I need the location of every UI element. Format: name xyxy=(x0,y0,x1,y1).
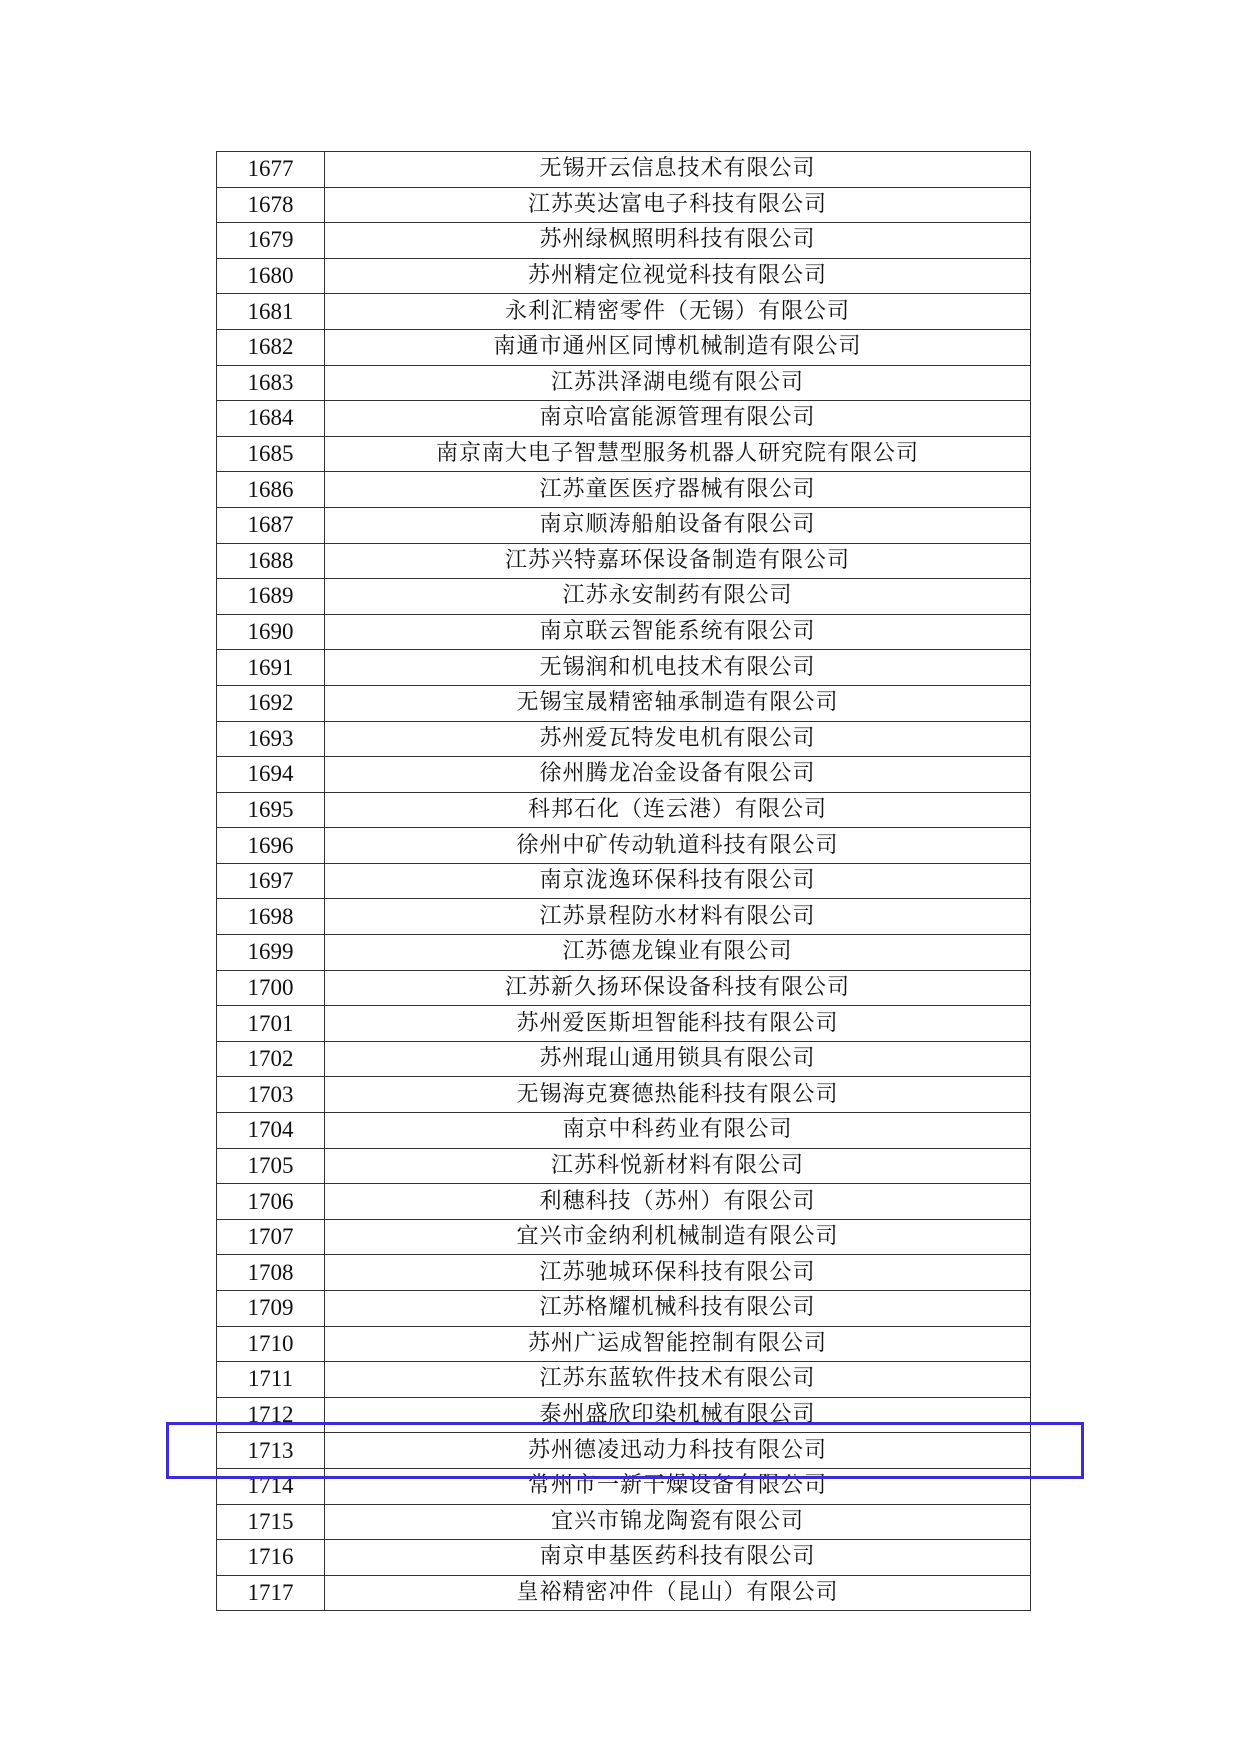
company-name-cell: 徐州中矿传动轨道科技有限公司 xyxy=(325,828,1031,864)
company-name-cell: 无锡开云信息技术有限公司 xyxy=(325,152,1031,188)
company-name-cell: 苏州琨山通用锁具有限公司 xyxy=(325,1041,1031,1077)
row-number-cell: 1710 xyxy=(217,1326,325,1362)
company-name-cell: 江苏景程防水材料有限公司 xyxy=(325,899,1031,935)
table-row xyxy=(217,507,1031,543)
table-row xyxy=(217,1077,1031,1113)
row-number-cell: 1684 xyxy=(217,401,325,437)
table-row xyxy=(217,1433,1031,1469)
table-row xyxy=(217,1219,1031,1255)
company-name-cell: 江苏东蓝软件技术有限公司 xyxy=(325,1362,1031,1398)
table-row xyxy=(217,1006,1031,1042)
company-name-cell: 苏州爱瓦特发电机有限公司 xyxy=(325,721,1031,757)
company-name-cell: 江苏科悦新材料有限公司 xyxy=(325,1148,1031,1184)
table-row xyxy=(217,1504,1031,1540)
table-row xyxy=(217,685,1031,721)
row-number-cell: 1706 xyxy=(217,1184,325,1220)
table-row xyxy=(217,1575,1031,1611)
company-name-cell: 无锡润和机电技术有限公司 xyxy=(325,650,1031,686)
company-name-cell: 江苏洪泽湖电缆有限公司 xyxy=(325,365,1031,401)
company-name-cell: 科邦石化（连云港）有限公司 xyxy=(325,792,1031,828)
row-number-cell: 1700 xyxy=(217,970,325,1006)
row-number-cell: 1701 xyxy=(217,1006,325,1042)
row-number-cell: 1711 xyxy=(217,1362,325,1398)
table-row xyxy=(217,1540,1031,1576)
company-name-cell: 江苏英达富电子科技有限公司 xyxy=(325,187,1031,223)
company-name-cell: 南京中科药业有限公司 xyxy=(325,1113,1031,1149)
table-row xyxy=(217,1468,1031,1504)
table-row xyxy=(217,1362,1031,1398)
company-name-cell: 苏州广运成智能控制有限公司 xyxy=(325,1326,1031,1362)
company-name-cell: 苏州爱医斯坦智能科技有限公司 xyxy=(325,1006,1031,1042)
row-number-cell: 1703 xyxy=(217,1077,325,1113)
table-body xyxy=(217,152,1031,1611)
table-row xyxy=(217,757,1031,793)
row-number-cell: 1715 xyxy=(217,1504,325,1540)
company-name-cell: 苏州德凌迅动力科技有限公司 xyxy=(325,1433,1031,1469)
row-number-cell: 1695 xyxy=(217,792,325,828)
company-name-cell: 江苏格耀机械科技有限公司 xyxy=(325,1291,1031,1327)
row-number-cell: 1692 xyxy=(217,685,325,721)
company-name-cell: 宜兴市锦龙陶瓷有限公司 xyxy=(325,1504,1031,1540)
table-row xyxy=(217,863,1031,899)
table-row xyxy=(217,258,1031,294)
table-row xyxy=(217,152,1031,188)
table-row xyxy=(217,1113,1031,1149)
company-name-cell: 泰州盛欣印染机械有限公司 xyxy=(325,1397,1031,1433)
row-number-cell: 1689 xyxy=(217,579,325,615)
row-number-cell: 1704 xyxy=(217,1113,325,1149)
company-name-cell: 无锡海克赛德热能科技有限公司 xyxy=(325,1077,1031,1113)
row-number-cell: 1683 xyxy=(217,365,325,401)
table-row xyxy=(217,472,1031,508)
row-number-cell: 1691 xyxy=(217,650,325,686)
table-row xyxy=(217,1184,1031,1220)
table-row xyxy=(217,828,1031,864)
table-row xyxy=(217,1041,1031,1077)
row-number-cell: 1687 xyxy=(217,507,325,543)
row-number-cell: 1702 xyxy=(217,1041,325,1077)
row-number-cell: 1709 xyxy=(217,1291,325,1327)
company-name-cell: 江苏新久扬环保设备科技有限公司 xyxy=(325,970,1031,1006)
company-name-cell: 南京联云智能系统有限公司 xyxy=(325,614,1031,650)
row-number-cell: 1717 xyxy=(217,1575,325,1611)
row-number-cell: 1677 xyxy=(217,152,325,188)
row-number-cell: 1713 xyxy=(217,1433,325,1469)
company-name-cell: 无锡宝晟精密轴承制造有限公司 xyxy=(325,685,1031,721)
company-name-cell: 徐州腾龙冶金设备有限公司 xyxy=(325,757,1031,793)
row-number-cell: 1705 xyxy=(217,1148,325,1184)
company-name-cell: 宜兴市金纳利机械制造有限公司 xyxy=(325,1219,1031,1255)
row-number-cell: 1697 xyxy=(217,863,325,899)
table-row xyxy=(217,650,1031,686)
row-number-cell: 1682 xyxy=(217,329,325,365)
company-name-cell: 南通市通州区同博机械制造有限公司 xyxy=(325,329,1031,365)
row-number-cell: 1678 xyxy=(217,187,325,223)
table-row xyxy=(217,401,1031,437)
table-row xyxy=(217,970,1031,1006)
company-name-cell: 南京申基医药科技有限公司 xyxy=(325,1540,1031,1576)
company-list-table xyxy=(216,151,1031,1611)
row-number-cell: 1712 xyxy=(217,1397,325,1433)
row-number-cell: 1686 xyxy=(217,472,325,508)
company-name-cell: 永利汇精密零件（无锡）有限公司 xyxy=(325,294,1031,330)
table-row xyxy=(217,1291,1031,1327)
row-number-cell: 1716 xyxy=(217,1540,325,1576)
row-number-cell: 1694 xyxy=(217,757,325,793)
table-row xyxy=(217,223,1031,259)
table-row xyxy=(217,1255,1031,1291)
table-row xyxy=(217,543,1031,579)
row-number-cell: 1708 xyxy=(217,1255,325,1291)
row-number-cell: 1679 xyxy=(217,223,325,259)
row-number-cell: 1714 xyxy=(217,1468,325,1504)
table-row xyxy=(217,1326,1031,1362)
company-name-cell: 江苏驰城环保科技有限公司 xyxy=(325,1255,1031,1291)
company-name-cell: 南京南大电子智慧型服务机器人研究院有限公司 xyxy=(325,436,1031,472)
row-number-cell: 1696 xyxy=(217,828,325,864)
row-number-cell: 1680 xyxy=(217,258,325,294)
row-number-cell: 1690 xyxy=(217,614,325,650)
table-row xyxy=(217,1397,1031,1433)
row-number-cell: 1685 xyxy=(217,436,325,472)
table-row xyxy=(217,187,1031,223)
company-name-cell: 南京泷逸环保科技有限公司 xyxy=(325,863,1031,899)
row-number-cell: 1698 xyxy=(217,899,325,935)
row-number-cell: 1707 xyxy=(217,1219,325,1255)
table-row xyxy=(217,294,1031,330)
table-row xyxy=(217,935,1031,971)
table-row xyxy=(217,365,1031,401)
table-row xyxy=(217,792,1031,828)
company-name-cell: 南京哈富能源管理有限公司 xyxy=(325,401,1031,437)
company-name-cell: 江苏德龙镍业有限公司 xyxy=(325,935,1031,971)
table-row xyxy=(217,329,1031,365)
table-row xyxy=(217,579,1031,615)
row-number-cell: 1681 xyxy=(217,294,325,330)
company-name-cell: 南京顺涛船舶设备有限公司 xyxy=(325,507,1031,543)
company-name-cell: 江苏童医医疗器械有限公司 xyxy=(325,472,1031,508)
company-name-cell: 江苏永安制药有限公司 xyxy=(325,579,1031,615)
table-row xyxy=(217,1148,1031,1184)
table-row xyxy=(217,614,1031,650)
company-name-cell: 皇裕精密冲件（昆山）有限公司 xyxy=(325,1575,1031,1611)
company-name-cell: 常州市一新干燥设备有限公司 xyxy=(325,1468,1031,1504)
table-row xyxy=(217,899,1031,935)
company-name-cell: 江苏兴特嘉环保设备制造有限公司 xyxy=(325,543,1031,579)
row-number-cell: 1688 xyxy=(217,543,325,579)
company-name-cell: 苏州绿枫照明科技有限公司 xyxy=(325,223,1031,259)
table-row xyxy=(217,721,1031,757)
table-row xyxy=(217,436,1031,472)
row-number-cell: 1693 xyxy=(217,721,325,757)
company-name-cell: 利穗科技（苏州）有限公司 xyxy=(325,1184,1031,1220)
company-name-cell: 苏州精定位视觉科技有限公司 xyxy=(325,258,1031,294)
row-number-cell: 1699 xyxy=(217,935,325,971)
